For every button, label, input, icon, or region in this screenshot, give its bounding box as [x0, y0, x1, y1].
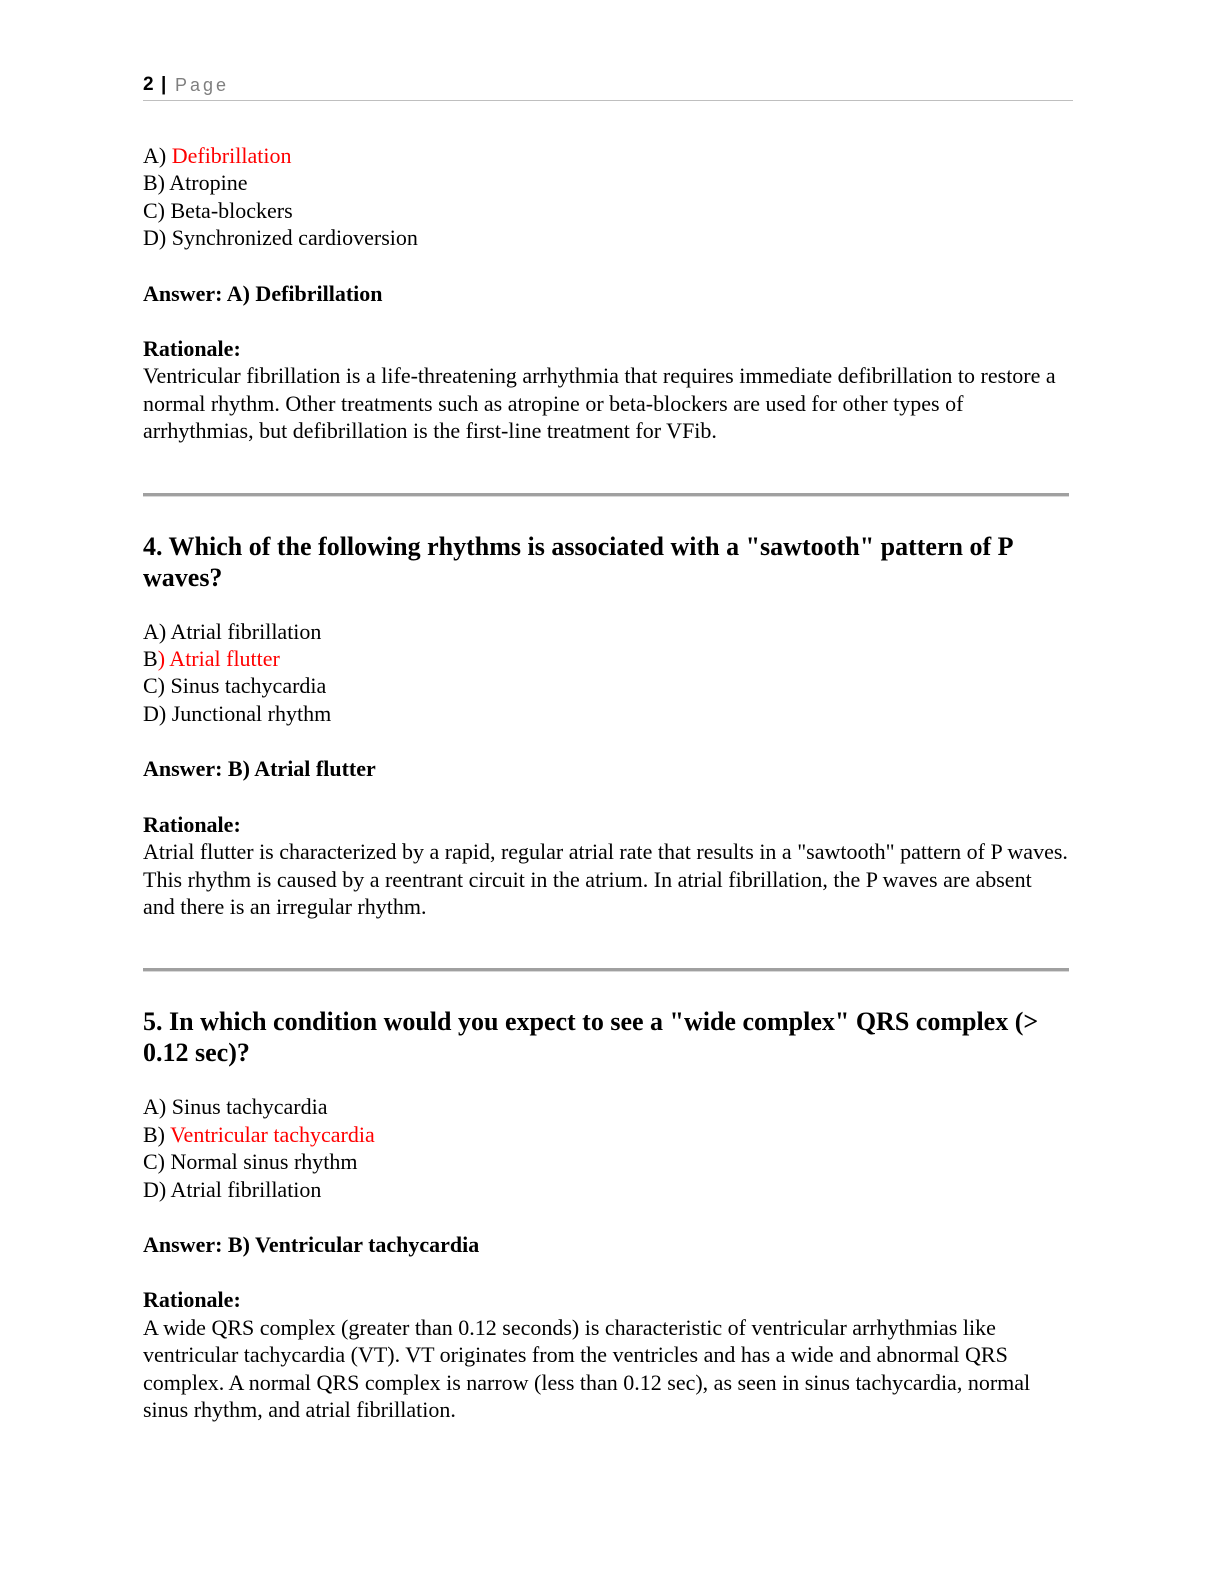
option-text: Beta-blockers [170, 197, 293, 223]
page-number: 2 [143, 74, 154, 95]
q4-rationale-text: Atrial flutter is characterized by a rapid, regular atrial rate that results in a "sawtooth" pattern of P waves. This rhythm is caused by a reentrant circuit in the atrium. In atrial fibrillation, the P waves are absent and there is an irregular rhythm. [143, 839, 1068, 919]
q3-answer: Answer: A) Defibrillation [143, 280, 383, 306]
page-header [143, 72, 1073, 101]
q4-option-b [143, 645, 1073, 672]
option-text: Junctional rhythm [171, 700, 332, 726]
q5-option-d [143, 1176, 1073, 1203]
q5-option-a [143, 1093, 1073, 1120]
option-letter: A) [143, 618, 167, 644]
q4-option-d [143, 700, 1073, 727]
q4-options [143, 618, 1073, 728]
option-text: Atropine [169, 170, 248, 196]
section-divider [143, 493, 1069, 497]
q4-rationale-title: Rationale: [143, 811, 241, 837]
q4-answer: Answer: B) Atrial flutter [143, 756, 376, 782]
option-text: Sinus tachycardia [171, 1094, 328, 1120]
option-letter: C) [143, 673, 165, 699]
q3-rationale-title: Rationale: [143, 336, 241, 362]
option-text: Normal sinus rhythm [170, 1149, 358, 1175]
option-text: Synchronized cardioversion [171, 225, 418, 251]
option-text: ) Atrial flutter [157, 646, 280, 672]
option-letter: B) [143, 1121, 165, 1147]
q5-rationale-title: Rationale: [143, 1287, 241, 1313]
q4-option-a [143, 618, 1073, 645]
q5-answer: Answer: B) Ventricular tachycardia [143, 1231, 480, 1257]
q3-option-b [143, 169, 1073, 196]
option-letter: B) [143, 170, 165, 196]
q3-option-a [143, 142, 1073, 169]
option-text: Defibrillation [171, 143, 292, 168]
option-text: Sinus tachycardia [170, 673, 327, 699]
q5-option-c [143, 1148, 1073, 1175]
option-letter: D) [143, 225, 167, 251]
q4-option-c [143, 672, 1073, 699]
page-content [143, 142, 1073, 1423]
option-letter: B [143, 646, 158, 672]
option-letter: A) [143, 143, 167, 168]
page-label: Page [175, 75, 230, 95]
option-letter: D) [143, 1176, 167, 1202]
q3-options [143, 142, 1073, 252]
q5-rationale-text: A wide QRS complex (greater than 0.12 seconds) is characteristic of ventricular arrhythmias like ventricular tachycardia (VT). VT originates from the ventricles and has a wide and abnormal QRS complex. A normal QRS complex is narrow (less than 0.12 sec), as seen in sinus tachycardia, normal sinus rhythm, and atrial fibrillation. [143, 1314, 1031, 1422]
q3-rationale-text: Ventricular fibrillation is a life-threatening arrhythmia that requires immediate defibrillation to restore a normal rhythm. Other treatments such as atropine or beta-blockers are used for other types of arrhythmias, but defibrillation is the first-line treatment for VFib. [143, 363, 1056, 444]
option-letter: D) [143, 700, 167, 726]
option-letter: C) [143, 197, 165, 223]
q4-question: 4. Which of the following rhythms is associated with a "sawtooth" pattern of P waves? [143, 531, 1013, 592]
q5-question: 5. In which condition would you expect to see a "wide complex" QRS complex (> 0.12 sec)? [143, 1007, 1039, 1068]
option-letter: A) [143, 1094, 167, 1120]
q3-option-d [143, 224, 1073, 251]
q5-options [143, 1093, 1073, 1203]
q3-option-c [143, 197, 1073, 224]
option-letter: C) [143, 1149, 165, 1175]
option-text: Atrial fibrillation [170, 1176, 322, 1202]
q5-option-b [143, 1121, 1073, 1148]
section-divider [143, 968, 1069, 972]
option-text: Atrial fibrillation [170, 618, 322, 644]
header-separator: | [161, 74, 167, 95]
option-text: Ventricular tachycardia [170, 1121, 375, 1147]
